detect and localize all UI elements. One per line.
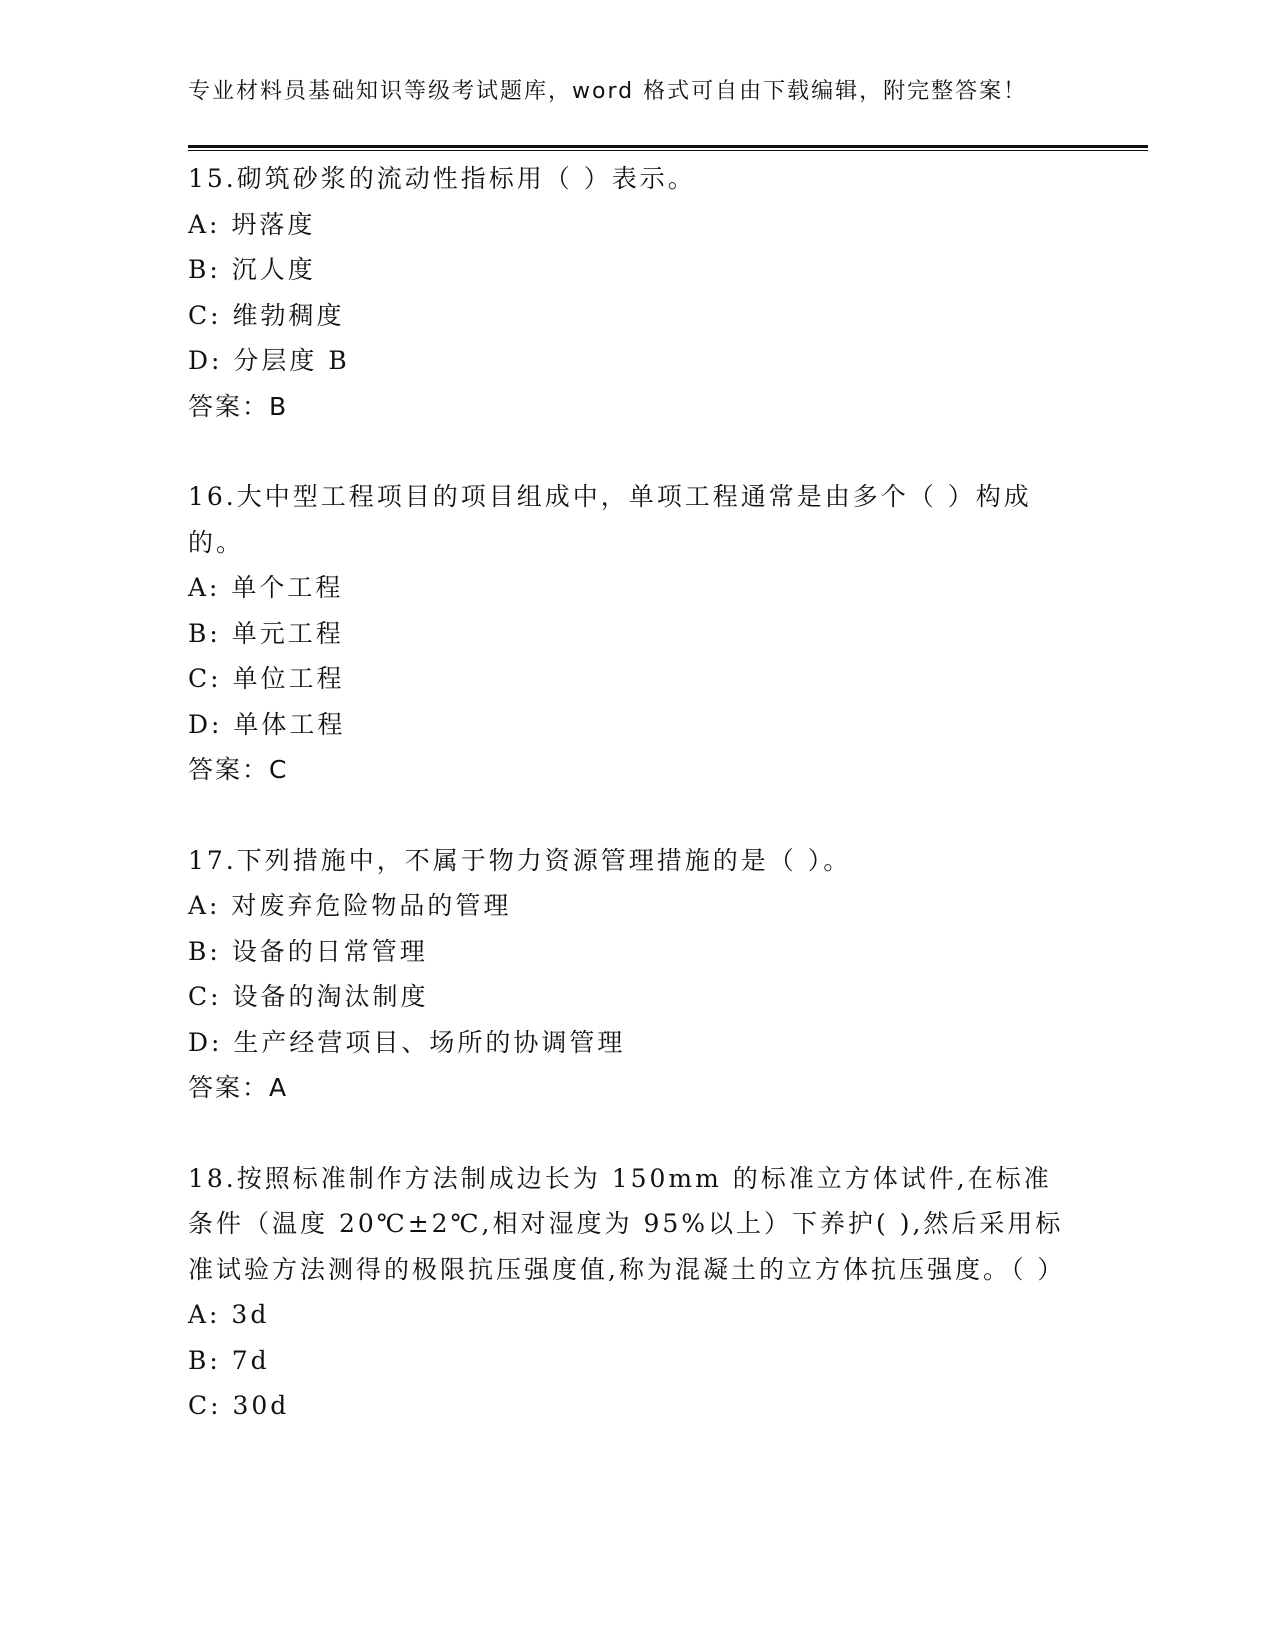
option-a: A: 坍落度 <box>188 209 316 239</box>
question-stem: 18.按照标准制作方法制成边长为 150mm 的标准立方体试件,在标准条件（温度 20℃±2℃,相对湿度为 95%以上）下养护( ),然后采用标准试验方法测得的极限抗压强度值,称为混凝土的立方体抗压强度。（ ） <box>188 1163 1066 1284</box>
spacer <box>188 1111 1068 1156</box>
spacer <box>188 793 1068 838</box>
option-b: B: 7d <box>188 1345 270 1375</box>
header-divider-thin <box>188 150 1148 151</box>
option-b: B: 单元工程 <box>188 618 344 648</box>
answer: 答案：A <box>188 1073 289 1102</box>
option-c: C: 单位工程 <box>188 664 345 693</box>
option-c: C: 维勃稠度 <box>188 300 345 330</box>
option-d: D: 生产经营项目、场所的协调管理 <box>188 1027 626 1057</box>
option-c: C: 设备的淘汰制度 <box>188 982 429 1011</box>
option-b: B: 设备的日常管理 <box>188 936 428 966</box>
option-a: A: 对废弃危险物品的管理 <box>188 891 512 920</box>
option-b: B: 沉人度 <box>188 255 316 284</box>
spacer <box>188 429 1068 474</box>
answer: 答案：C <box>188 755 289 784</box>
question-list <box>188 156 1068 1429</box>
question-stem: 16.大中型工程项目的项目组成中，单项工程通常是由多个（ ）构成的。 <box>188 482 1032 557</box>
option-d: D: 分层度 B <box>188 346 350 375</box>
answer: 答案：B <box>188 391 289 421</box>
question-17 <box>188 838 1068 1111</box>
option-d: D: 单体工程 <box>188 709 346 739</box>
question-15 <box>188 156 1068 429</box>
option-a: A: 3d <box>188 1300 270 1329</box>
question-stem: 17.下列措施中，不属于物力资源管理措施的是（ ）。 <box>188 845 852 875</box>
option-a: A: 单个工程 <box>188 573 344 602</box>
question-18 <box>188 1156 1068 1429</box>
option-c: C: 30d <box>188 1391 290 1420</box>
page-header: 专业材料员基础知识等级考试题库，word 格式可自由下载编辑，附完整答案！ <box>188 79 1028 104</box>
question-stem: 15.砌筑砂浆的流动性指标用（ ）表示。 <box>188 164 696 193</box>
question-16 <box>188 474 1068 793</box>
header-divider-thick <box>188 145 1148 148</box>
